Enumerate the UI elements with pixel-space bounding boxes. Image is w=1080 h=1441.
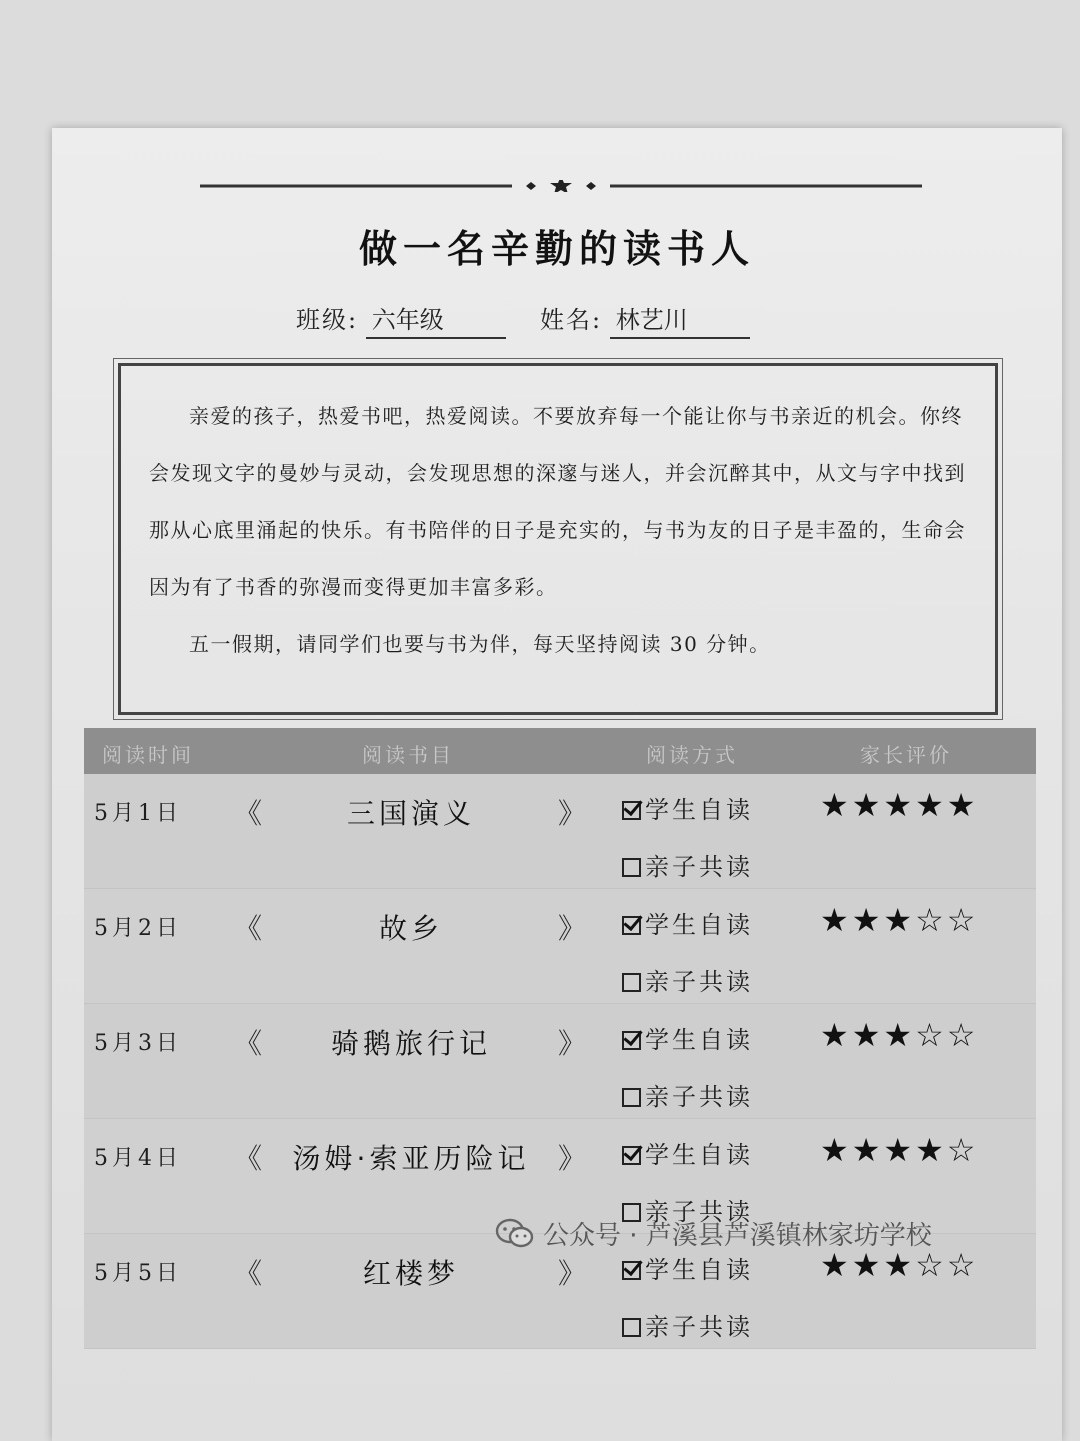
bracket-right: 》 — [558, 1027, 587, 1060]
option-self-reading[interactable] — [622, 790, 753, 825]
class-value: 六年级 — [366, 300, 506, 339]
bracket-right: 》 — [558, 1142, 587, 1175]
option-parent-reading[interactable] — [622, 962, 753, 997]
rating-stars: ★★★★★ — [820, 786, 979, 824]
option-self-reading[interactable] — [622, 1135, 753, 1170]
option-self-label: 学生自读 — [645, 796, 753, 824]
bracket-left: 《 — [234, 912, 263, 945]
intro-box — [118, 363, 998, 715]
bracket-left: 《 — [234, 1257, 263, 1290]
option-self-label: 学生自读 — [645, 1256, 753, 1284]
table-header — [84, 728, 1036, 774]
name-field — [540, 300, 750, 339]
checkbox-empty-icon[interactable] — [622, 1318, 641, 1337]
bracket-left: 《 — [234, 1142, 263, 1175]
checkbox-empty-icon[interactable] — [622, 858, 641, 877]
table-row — [84, 774, 1036, 889]
option-parent-label: 亲子共读 — [645, 853, 753, 881]
rating-stars: ★★★☆☆ — [820, 901, 979, 939]
option-self-reading[interactable] — [622, 905, 753, 940]
class-label: 班级: — [296, 306, 359, 334]
header-reading-time: 阅读时间 — [102, 743, 194, 767]
option-parent-label: 亲子共读 — [645, 1198, 753, 1226]
row-date: 5月2日 — [94, 916, 182, 941]
row-date: 5月3日 — [94, 1031, 182, 1056]
reading-log-table — [84, 774, 1036, 1349]
row-date: 5月4日 — [94, 1146, 182, 1171]
intro-note: 五一假期，请同学们也要与书为伴，每天坚持阅读 30 分钟。 — [189, 632, 771, 656]
row-book: 三国演义 — [346, 797, 475, 830]
row-book: 骑鹅旅行记 — [330, 1027, 491, 1060]
rating-stars: ★★★★☆ — [820, 1131, 979, 1169]
watermark-text: 公众号 · 芦溪县芦溪镇林家坊学校 — [543, 1221, 932, 1251]
name-value: 林艺川 — [610, 300, 750, 339]
checkbox-empty-icon[interactable] — [622, 973, 641, 992]
header-reading-mode: 阅读方式 — [646, 743, 738, 767]
row-date: 5月1日 — [94, 801, 182, 826]
bracket-left: 《 — [234, 797, 263, 830]
option-self-label: 学生自读 — [645, 1141, 753, 1169]
option-parent-reading[interactable] — [622, 847, 753, 882]
bracket-right: 》 — [558, 797, 587, 830]
name-label: 姓名: — [540, 306, 603, 334]
option-parent-reading[interactable] — [622, 1077, 753, 1112]
class-field — [296, 300, 506, 339]
checkbox-checked-icon[interactable] — [622, 801, 641, 820]
option-parent-label: 亲子共读 — [645, 1313, 753, 1341]
checkbox-empty-icon[interactable] — [622, 1088, 641, 1107]
bracket-right: 》 — [558, 912, 587, 945]
option-self-reading[interactable] — [622, 1020, 753, 1055]
rating-stars: ★★★☆☆ — [820, 1016, 979, 1054]
table-row — [84, 1004, 1036, 1119]
option-parent-label: 亲子共读 — [645, 1083, 753, 1111]
row-date: 5月5日 — [94, 1261, 182, 1286]
checkbox-checked-icon[interactable] — [622, 1261, 641, 1280]
page-title: 做一名辛勤的读书人 — [358, 226, 755, 271]
row-book: 汤姆·索亚历险记 — [292, 1142, 530, 1175]
intro-paragraph: 亲爱的孩子，热爱书吧，热爱阅读。不要放弃每一个能让你与书亲近的机会。你终会发现文字的曼妙与灵动，会发现思想的深邃与迷人，并会沉醉其中，从文与字中找到那从心底里涌起的快乐。有书陪伴的日子是充实的，与书为友的日子是丰盈的，生命会因为有了书香的弥漫而变得更加丰富多彩。 — [149, 404, 966, 599]
header-parent-rating: 家长评价 — [860, 743, 952, 767]
table-row — [84, 889, 1036, 1004]
option-parent-label: 亲子共读 — [645, 968, 753, 996]
wechat-icon — [495, 1218, 535, 1250]
option-parent-reading[interactable] — [622, 1307, 753, 1342]
bracket-left: 《 — [234, 1027, 263, 1060]
header-book-title: 阅读书目 — [362, 743, 454, 767]
checkbox-checked-icon[interactable] — [622, 1031, 641, 1050]
watermark-footer — [495, 1215, 932, 1252]
row-book: 故乡 — [378, 912, 443, 945]
checkbox-checked-icon[interactable] — [622, 1146, 641, 1165]
option-self-label: 学生自读 — [645, 1026, 753, 1054]
bracket-right: 》 — [558, 1257, 587, 1290]
option-self-label: 学生自读 — [645, 911, 753, 939]
rating-stars: ★★★☆☆ — [820, 1246, 979, 1284]
checkbox-checked-icon[interactable] — [622, 916, 641, 935]
star-ornament-divider — [200, 180, 922, 192]
row-book: 红楼梦 — [362, 1257, 459, 1290]
option-self-reading[interactable] — [622, 1250, 753, 1285]
